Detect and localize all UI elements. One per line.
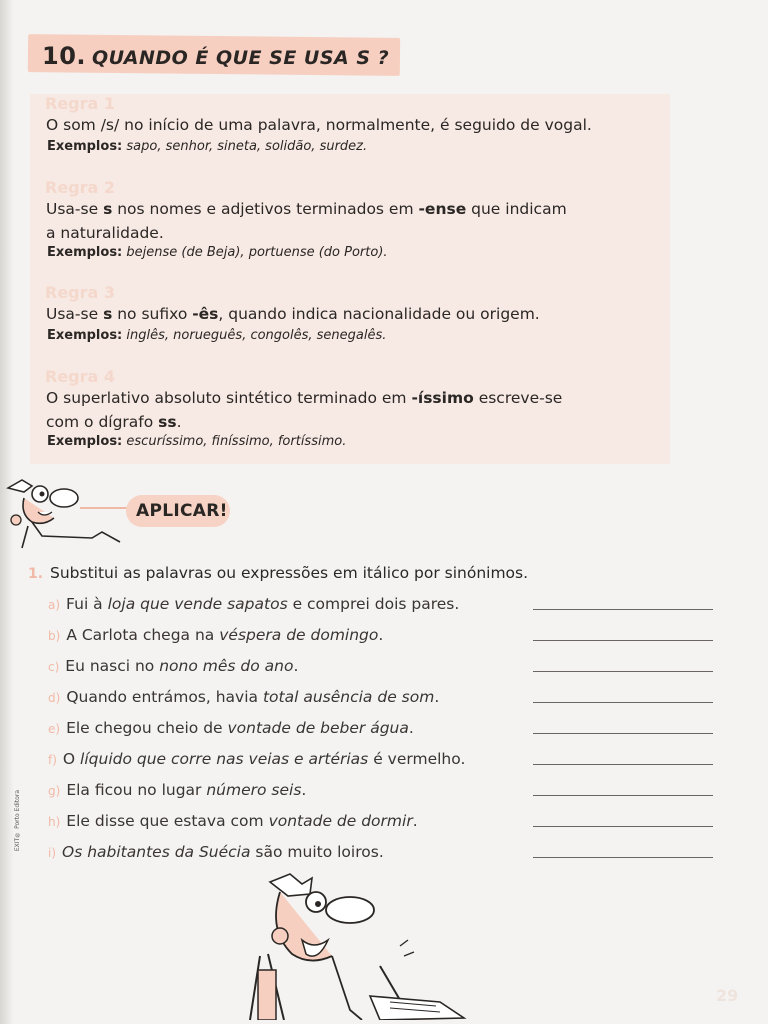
exercise-instruction: Substitui as palavras ou expressões em itálico por sinónimos. [50,564,529,582]
examples-text: bejense (de Beja), portuense (do Porto). [126,245,388,260]
rule-text: Usa-se s nos nomes e adjetivos terminados em -ense que indicam a naturalidade. [46,200,567,242]
rule-examples [47,328,386,343]
apply-connector [80,507,128,509]
rule-examples [47,139,367,154]
exercise-number: 1. [28,566,44,582]
answer-line[interactable] [533,671,713,672]
answer-line[interactable] [533,764,713,765]
answer-line[interactable] [533,857,713,858]
rule-label: Regra 4 [45,367,116,386]
examples-text: sapo, senhor, sineta, solidão, surdez. [126,139,368,154]
rule-examples [47,245,388,260]
apply-heading: APLICAR! [136,501,228,521]
section-number: 10. [42,42,87,70]
page-number: 29 [716,986,739,1005]
exercise-item: i) Os habitantes da Suécia são muito loiros. [48,843,384,861]
pointing-character-illustration [2,476,127,550]
rule-text: O superlativo absoluto sintético terminado em -íssimo escreve-se com o dígrafo ss. [46,389,563,431]
rule-label: Regra 3 [45,283,116,302]
rule-text: Usa-se s no sufixo -ês, quando indica nacionalidade ou origem. [46,305,540,323]
answer-line[interactable] [533,826,713,827]
examples-label: Exemplos: [47,434,123,449]
exercise-item: d) Quando entrámos, havia total ausência de som. [48,688,440,706]
section-title: QUANDO É QUE SE USA S ? [92,47,390,69]
rule-examples [47,434,346,449]
page-title [42,42,389,70]
exercise-item: h) Ele disse que estava com vontade de dormir. [48,812,418,830]
publisher-credit: EXIT® Porto Editora [14,790,21,852]
rule-text: O som /s/ no início de uma palavra, normalmente, é seguido de vogal. [46,116,592,134]
examples-text: escuríssimo, finíssimo, fortíssimo. [126,434,347,449]
exercise-item: f) O líquido que corre nas veias e artérias é vermelho. [48,750,466,768]
answer-line[interactable] [533,640,713,641]
examples-label: Exemplos: [47,245,123,260]
answer-line[interactable] [533,702,713,703]
answer-line[interactable] [533,609,713,610]
thinking-character-illustration [240,870,470,1020]
examples-label: Exemplos: [47,328,123,343]
answer-line[interactable] [533,795,713,796]
examples-label: Exemplos: [47,139,123,154]
answer-line[interactable] [533,733,713,734]
exercise-item: c) Eu nasci no nono mês do ano. [48,657,299,675]
exercise-item: a) Fui à loja que vende sapatos e comprei dois pares. [48,595,460,613]
rule-label: Regra 2 [45,178,116,197]
exercise-item: b) A Carlota chega na véspera de domingo. [48,626,384,644]
exercise-item: e) Ele chegou cheio de vontade de beber água. [48,719,414,737]
exercise-item: g) Ela ficou no lugar número seis. [48,781,307,799]
rule-label: Regra 1 [45,94,116,113]
examples-text: inglês, norueguês, congolês, senegalês. [126,328,387,343]
